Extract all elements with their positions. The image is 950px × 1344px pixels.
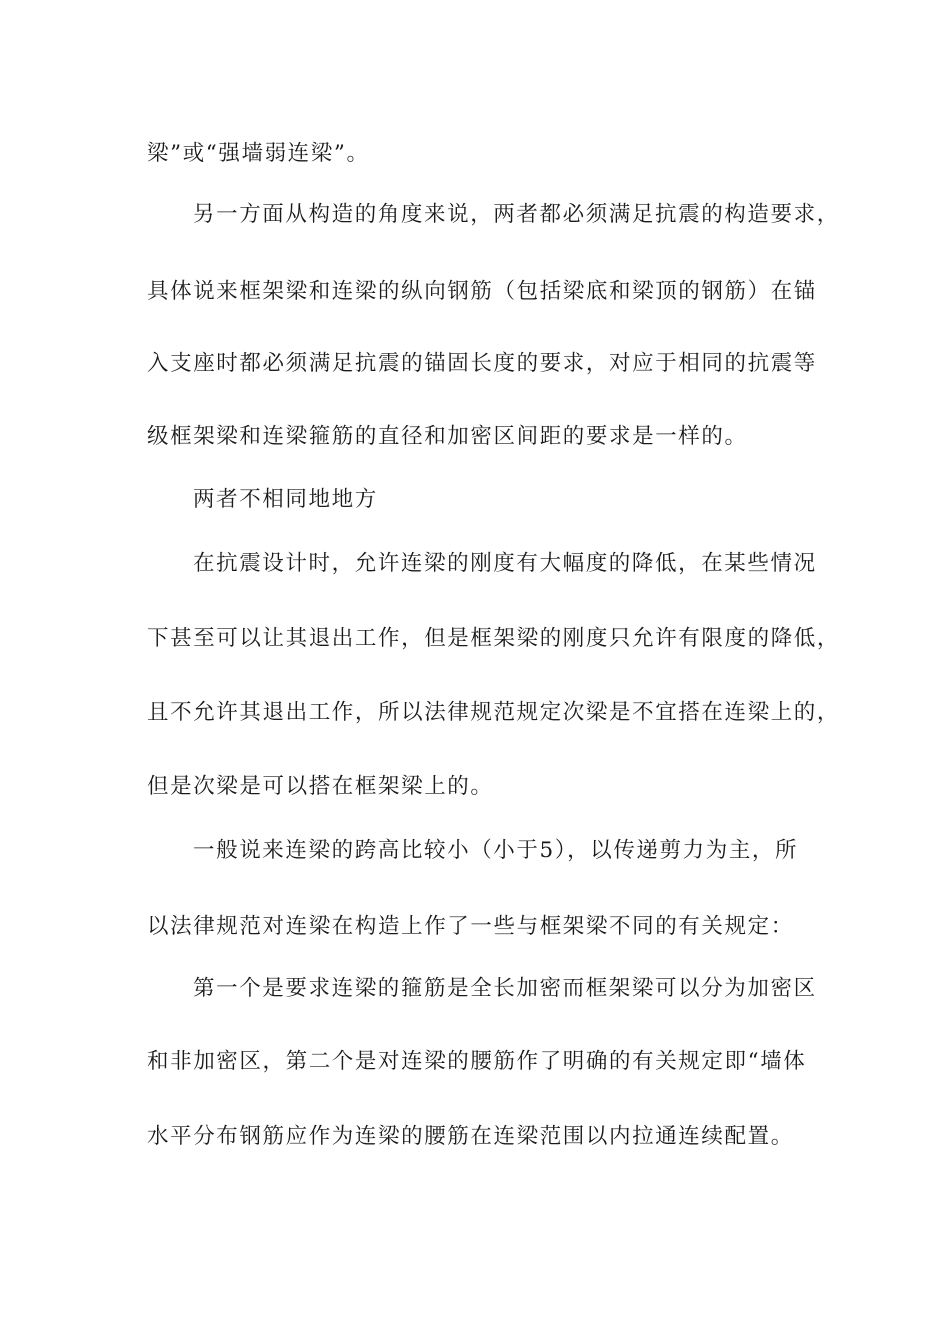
text-line: 下甚至可以让其退出工作，但是框架梁的刚度只允许有限度的降低， [147, 626, 841, 651]
text-line: 以法律规范对连梁在构造上作了一些与框架梁不同的有关规定： [147, 914, 794, 939]
text-line: 且不允许其退出工作，所以法律规范规定次梁是不宜搭在连梁上的， [147, 700, 841, 725]
paragraph-start-line: 一般说来连梁的跨高比较小（小于5），以传递剪力为主，所 [193, 838, 799, 863]
text-line: 梁”或“强墙弱连梁”。 [147, 141, 370, 166]
text-line: 水平分布钢筋应作为连梁的腰筋在连梁范围以内拉通连续配置。 [147, 1124, 794, 1149]
section-heading: 两者不相同地地方 [193, 487, 378, 512]
paragraph-start-line: 另一方面从构造的角度来说，两者都必须满足抗震的构造要求， [193, 202, 840, 227]
text-line: 但是次梁是可以搭在框架梁上的。 [147, 774, 494, 799]
paragraph-start-line: 在抗震设计时，允许连梁的刚度有大幅度的降低，在某些情况 [193, 551, 817, 576]
text-line: 入支座时都必须满足抗震的锚固长度的要求，对应于相同的抗震等 [147, 351, 817, 376]
text-line: 和非加密区，第二个是对连梁的腰筋作了明确的有关规定即“墙体 [147, 1049, 807, 1074]
paragraph-start-line: 第一个是要求连梁的箍筋是全长加密而框架梁可以分为加密区 [193, 976, 817, 1001]
text-line: 级框架梁和连梁箍筋的直径和加密区间距的要求是一样的。 [147, 424, 748, 449]
text-line: 具体说来框架梁和连梁的纵向钢筋（包括梁底和梁顶的钢筋）在锚 [147, 279, 817, 304]
